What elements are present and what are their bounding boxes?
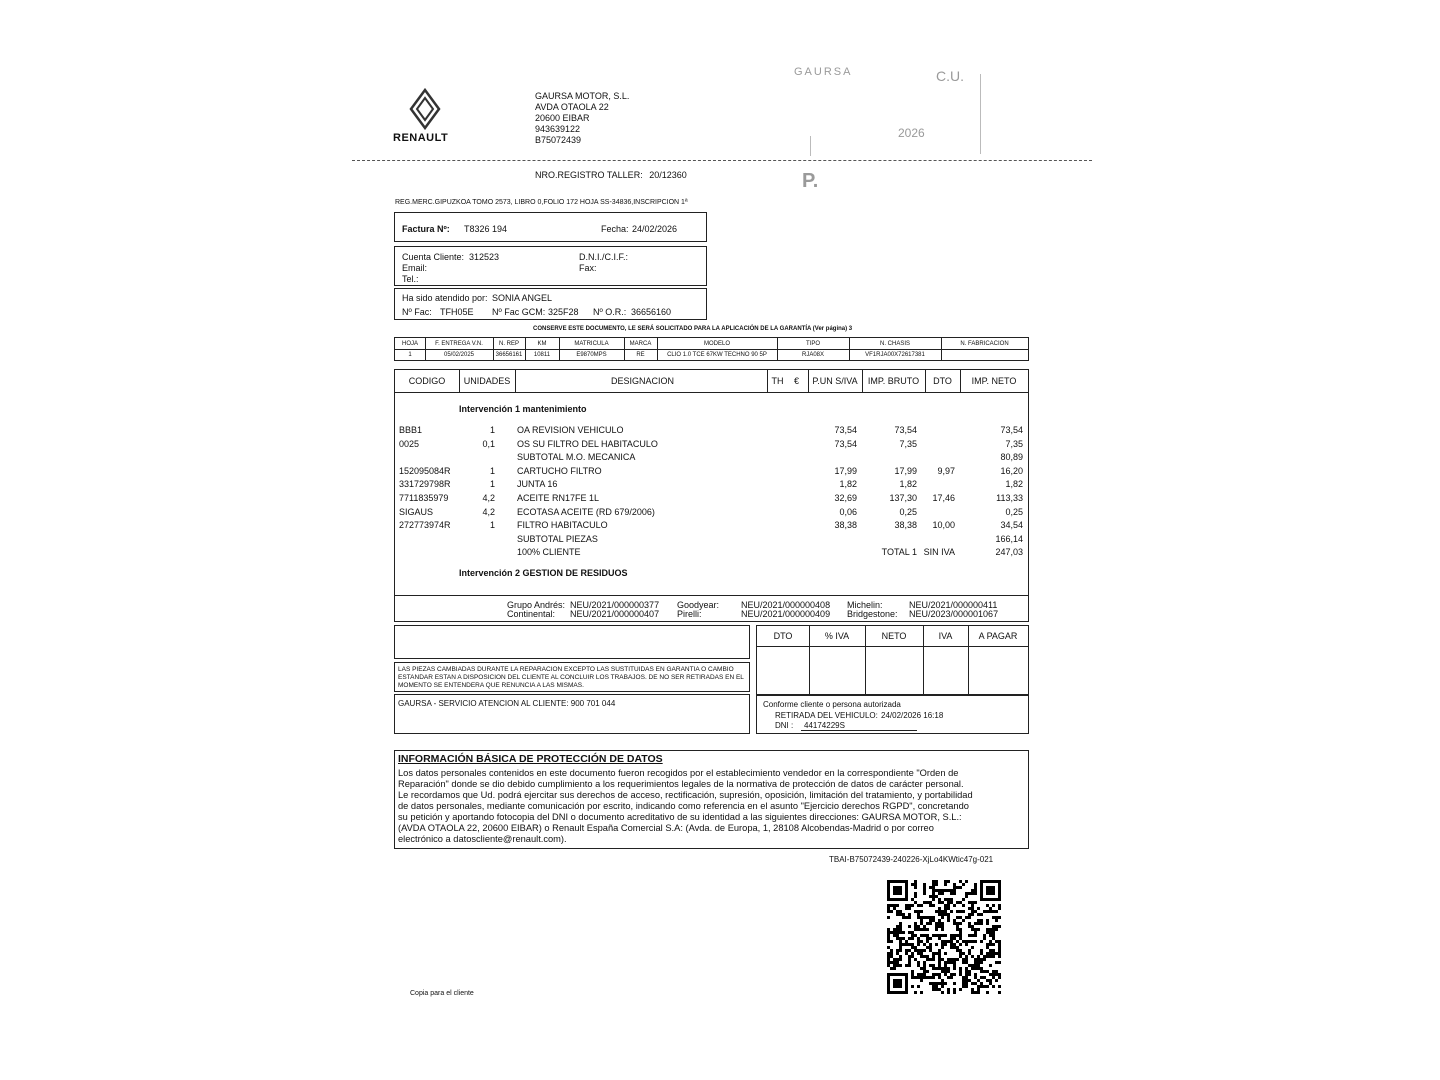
michelin-value: NEU/2021/000000411 (909, 600, 998, 610)
registro-taller (535, 170, 687, 181)
intervencion-2-title: Intervención 2 GESTION DE RESIDUOS (459, 568, 628, 578)
dni-label: D.N.I./C.I.F.: (579, 252, 629, 262)
lines-header-cell: IMP. BRUTO (867, 376, 920, 386)
vehicle-header-cell: TIPO (805, 341, 820, 347)
vehicle-header-cell: F. ENTREGA V.N. (435, 341, 483, 347)
atendido-label: Ha sido atendido por: (402, 293, 488, 303)
vehicle-value-cell: E9870MPS (576, 352, 607, 358)
neumaticos-box (394, 596, 1029, 622)
piezas-note: LAS PIEZAS CAMBIADAS DURANTE LA REPARACION EXCEPTO LAS SUSTITUIDAS EN GARANTIA O CAMBIO ESTANDAR ESTAN A DISPOSICION DEL CLIENTE AL CONCLUIR LOS TRABAJOS. DE NO SER RETIRADAS EN EL MOMENTO SE ENTENDERA QUE RENUNCIA A LAS MISMAS. (398, 666, 744, 689)
bridgestone-value: NEU/2023/000001067 (909, 609, 999, 619)
servicio-text: GAURSA - SERVICIO ATENCION AL CLIENTE: 900 701 044 (398, 699, 616, 708)
dni-conforme-value: 44174229S (804, 721, 845, 730)
vehicle-header-cell: MODELO (703, 341, 730, 347)
row-desc: OS SU FILTRO DEL HABITACULO (517, 438, 658, 449)
conti-value: NEU/2021/000000407 (570, 609, 660, 619)
row-pun: 32,69 (834, 493, 857, 503)
row-dto: 17,46 (932, 493, 955, 503)
lines-header-cell: P.UN S/IVA (812, 376, 858, 386)
totals-header-cell: DTO (773, 631, 793, 641)
email-label: Email: (402, 263, 428, 273)
vehicle-value-cell: 36656161 (495, 352, 523, 358)
vehicle-table (394, 337, 1029, 361)
factura-number: T8326 194 (464, 224, 508, 234)
cliente-box (394, 246, 707, 286)
stamp-border (980, 74, 981, 154)
pirelli-value: NEU/2021/000000409 (741, 609, 831, 619)
company-name: GAURSA MOTOR, S.L. (535, 91, 630, 101)
row-neto: 247,03 (995, 547, 1023, 558)
stamp-line-3: 2026 (898, 126, 925, 140)
row-bruto: 73,54 (894, 425, 917, 435)
vehicle-value-cell: 05/02/2025 (443, 352, 475, 358)
table-row (395, 507, 1028, 519)
row-units: 1 (489, 520, 495, 531)
row-code: 152095084R (399, 465, 451, 476)
cuenta-label: Cuenta Cliente: (402, 252, 465, 262)
row-desc: ACEITE RN17FE 1L (517, 493, 600, 503)
company-city: 20600 EIBAR (535, 113, 590, 123)
dni-underline (801, 730, 917, 731)
qr-code (887, 880, 1001, 994)
row-neto: 80,89 (1000, 452, 1023, 463)
vehicle-header-cell: HOJA (401, 341, 418, 347)
row-neto: 113,33 (996, 493, 1023, 503)
row-neto: 34,54 (1000, 520, 1023, 531)
vehicle-value-cell: VF1RJA00X72617381 (865, 352, 925, 358)
atendido-value: SONIA ANGEL (492, 293, 553, 303)
totals-header-cell: % IVA (824, 631, 850, 641)
row-units: 0,1 (482, 438, 495, 449)
row-units: 1 (489, 465, 495, 476)
lines-table (394, 369, 1029, 596)
row-bruto: 38,38 (894, 520, 917, 531)
blank-box (394, 625, 750, 659)
copia-cliente: Copia para el cliente (410, 990, 474, 997)
table-row (395, 439, 1028, 451)
table-row (395, 479, 1028, 491)
totals-box (756, 625, 1029, 695)
retirada-value: 24/02/2026 16:18 (881, 711, 944, 720)
vehicle-value-cell: 10811 (533, 352, 551, 358)
brand-name: RENAULT (393, 132, 449, 144)
nfac-label: Nº Fac: (402, 307, 432, 317)
grupo-value: NEU/2021/000000377 (570, 600, 660, 610)
row-desc: FILTRO HABITACULO (517, 520, 608, 531)
vehicle-header-cell: MARCA (629, 341, 652, 347)
row-desc: SUBTOTAL PIEZAS (517, 533, 598, 544)
row-units: 4,2 (482, 493, 495, 503)
fax-label: Fax: (579, 263, 597, 273)
lines-header-cell: IMP. NETO (971, 376, 1017, 386)
row-desc: ECOTASA ACEITE (RD 679/2006) (517, 506, 655, 517)
conforme-box (756, 695, 1029, 734)
goodyear-label: Goodyear: (677, 600, 720, 610)
conti-label: Continental: (507, 609, 556, 619)
row-code: BBB1 (399, 425, 423, 435)
row-dto: 9,97 (937, 465, 955, 476)
row-units: 4,2 (482, 506, 495, 517)
vehicle-value-cell: RE (636, 352, 645, 358)
lines-header-cell: CODIGO (408, 376, 446, 386)
totals-header-cell: A PAGAR (978, 631, 1018, 641)
cuenta-value: 312523 (469, 252, 500, 262)
table-row (395, 466, 1028, 478)
factura-box (394, 212, 707, 242)
row-units: 1 (489, 425, 495, 435)
table-row (395, 493, 1028, 505)
proteccion-body (398, 768, 973, 845)
vehicle-header-cell: N. CHASIS (879, 341, 910, 347)
row-units: 1 (489, 479, 495, 490)
row-bruto: 7,35 (899, 438, 917, 449)
table-row (395, 425, 1028, 437)
michelin-label: Michelin: (847, 600, 883, 610)
proteccion-line: (AVDA OTAOLA 22, 20600 EIBAR) o Renault España Comercial S.A: (Avda. de Europa, 1, 28108 Alcobendas-Madrid o por correo (398, 823, 934, 833)
row-bruto: 1,82 (899, 479, 917, 490)
header-divider (352, 160, 1092, 161)
lines-header-divider (395, 392, 1028, 393)
servicio-box (394, 694, 750, 734)
vehicle-header-cell: N. REP (498, 341, 519, 347)
table-row (395, 547, 1028, 559)
row-pun: 0,06 (839, 506, 857, 517)
row-pun: 17,99 (834, 465, 857, 476)
gcm-value: 325F28 (548, 307, 579, 317)
row-code: 7711835979 (399, 493, 449, 503)
intervencion-1-title: Intervención 1 mantenimiento (459, 404, 587, 414)
row-neto: 0,25 (1005, 506, 1023, 517)
tbai-code: TBAI-B75072439-240226-XjLo4KWtic47g-021 (829, 855, 994, 864)
row-bruto: TOTAL 1 (881, 547, 917, 558)
totals-header-cell: IVA (938, 631, 953, 641)
company-phone: 943639122 (535, 124, 581, 134)
row-dto: SIN IVA (923, 547, 955, 558)
stamp-line-4: P. (802, 170, 819, 192)
conforme-title: Conforme cliente o persona autorizada (763, 700, 901, 709)
row-neto: 73,54 (1000, 425, 1023, 435)
or-value: 36656160 (631, 307, 672, 317)
vehicle-value-cell: CLIO 1.0 TCE 67KW TECHNO 90 5P (667, 352, 767, 358)
factura-label: Factura Nº: (402, 224, 450, 234)
bridgestone-label: Bridgestone: (847, 609, 898, 619)
row-desc: CARTUCHO FILTRO (517, 465, 602, 476)
proteccion-title: INFORMACIÓN BÁSICA DE PROTECCIÓN DE DATOS (398, 753, 663, 765)
piezas-note-box (394, 662, 750, 692)
row-bruto: 0,25 (899, 506, 917, 517)
goodyear-value: NEU/2021/000000408 (741, 600, 831, 610)
dni-conforme-label: DNI : (775, 721, 794, 730)
row-pun: 1,82 (839, 479, 857, 490)
vehicle-header-cell: N. FABRICACION (960, 341, 1009, 347)
row-neto: 1,82 (1005, 479, 1023, 490)
proteccion-line: su petición y aportando fotocopia del DNI o documento acreditativo de su identidad a las siguientes direcciones: GAURSA MOTOR, S.L.: (398, 812, 962, 822)
proteccion-line: Reparación" donde se dio debido cumplimiento a los requerimientos legales de la normativa de protección de datos de carácter personal. (398, 779, 964, 789)
lines-header-cell: UNIDADES (463, 376, 511, 386)
stamp-border-2 (810, 136, 811, 156)
table-row (395, 520, 1028, 532)
row-pun: 73,54 (834, 425, 857, 435)
garantia-note: CONSERVE ESTE DOCUMENTO, LE SERÁ SOLICITADO PARA LA APLICACIÓN DE LA GARANTÍA (Ver página) 3 (533, 326, 853, 332)
renault-logo (408, 88, 442, 130)
pirelli-label: Pirelli: (677, 609, 702, 619)
row-code: 331729798R (399, 479, 451, 490)
row-desc: SUBTOTAL M.O. MECANICA (517, 452, 636, 463)
reg-merc: REG.MERC.GIPUZKOA TOMO 2573, LIBRO 0,FOLIO 172 HOJA SS-34836,INSCRIPCION 1ª (395, 199, 688, 206)
row-desc: 100% CLIENTE (517, 547, 581, 558)
registro-label: NRO.REGISTRO TALLER: (535, 170, 643, 180)
vehicle-header-cell: MATRICULA (574, 341, 609, 347)
fecha-label: Fecha: (601, 224, 629, 234)
row-code: 0025 (399, 438, 420, 449)
totals-header-divider (757, 646, 1028, 647)
row-pun: 38,38 (834, 520, 857, 531)
vehicle-value-cell: RJA08X (801, 352, 824, 358)
row-dto: 10,00 (932, 520, 955, 531)
company-block (535, 91, 629, 146)
lines-header-cell: DESIGNACION (610, 376, 674, 386)
lines-header-cell: TH (771, 376, 784, 386)
row-code: 272773974R (399, 520, 451, 531)
totals-header-cell: NETO (881, 631, 907, 641)
stamp-line-2: C.U. (936, 68, 964, 84)
fecha-value: 24/02/2026 (632, 224, 678, 234)
lines-header-cell: € (793, 376, 799, 386)
vehicle-table-divider (395, 349, 1028, 350)
row-pun: 73,54 (834, 438, 857, 449)
nfac-value: TFH05E (440, 307, 474, 317)
row-bruto: 137,30 (889, 493, 917, 503)
proteccion-line: electrónico a datoscliente@renault.com). (398, 834, 567, 844)
table-row (395, 534, 1028, 546)
tel-label: Tel.: (402, 274, 419, 284)
stamp-line-1: GAURSA (794, 66, 853, 78)
proteccion-line: Le recordamos que Ud. podrá ejercitar sus derechos de acceso, rectificación, supresión, oposición, limitación del tratamiento, y portabilidad (398, 790, 973, 800)
faded-stamp (790, 66, 990, 216)
row-neto: 166,14 (995, 533, 1023, 544)
table-row (395, 452, 1028, 464)
proteccion-box (394, 750, 1029, 849)
retirada-label: RETIRADA DEL VEHICULO: (775, 711, 878, 720)
vehicle-value-cell: 1 (408, 352, 412, 358)
lines-header-cell: DTO (933, 376, 952, 386)
registro-value: 20/12360 (649, 170, 687, 180)
atendido-box (394, 288, 707, 320)
row-code: SIGAUS (399, 506, 434, 517)
vehicle-header-cell: KM (537, 341, 547, 347)
gcm-label: Nº Fac GCM: (492, 307, 546, 317)
proteccion-line: de datos personales, mediante comunicación por escrito, indicando como referencia en el asunto "Ejercicio derechos RGPD", concretando (398, 801, 969, 811)
row-neto: 7,35 (1005, 438, 1023, 449)
row-bruto: 17,99 (894, 465, 917, 476)
proteccion-line: Los datos personales contenidos en este documento fueron recogidos por el establecimiento vendedor en la correspondiente "Orden de (398, 768, 959, 778)
renault-diamond-icon (408, 88, 442, 130)
company-cif: B75072439 (535, 135, 582, 145)
grupo-label: Grupo Andrés: (507, 600, 566, 610)
row-desc: OA REVISION VEHICULO (517, 425, 624, 435)
qr-code-icon (887, 880, 1001, 994)
row-desc: JUNTA 16 (517, 479, 558, 490)
or-label: Nº O.R.: (593, 307, 627, 317)
row-neto: 16,20 (1000, 465, 1023, 476)
company-address: AVDA OTAOLA 22 (535, 102, 609, 112)
